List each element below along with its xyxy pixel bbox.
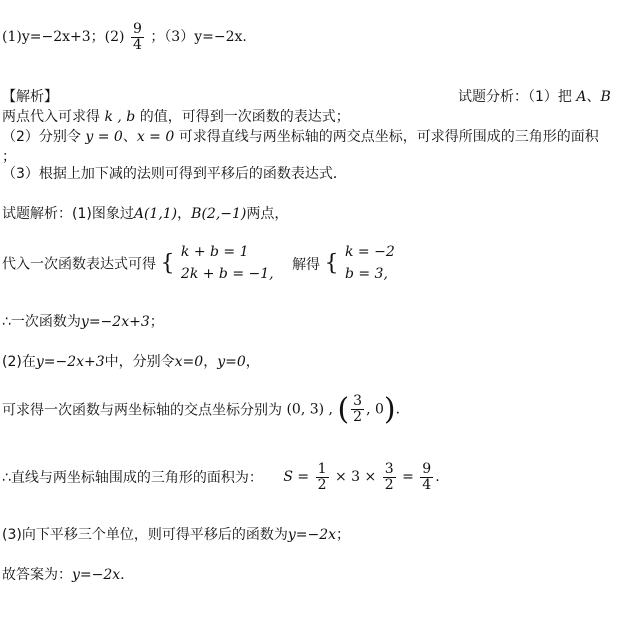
fraction-numerator: 9 xyxy=(132,21,142,37)
step4-x0: x=0 xyxy=(174,354,204,370)
answer-line xyxy=(2,22,247,52)
step4-y0: y=0 xyxy=(217,354,246,370)
intercept-fraction xyxy=(351,394,364,424)
analysis-kb: k , b xyxy=(104,109,136,125)
paren-right: ) xyxy=(383,392,396,427)
solution-step5 xyxy=(2,392,400,427)
intercept-numerator: 3 xyxy=(353,393,363,410)
paren-left: ( xyxy=(337,392,350,427)
step1-post: 两点， xyxy=(246,206,289,222)
analysis-line2-continuation: ； xyxy=(2,149,16,165)
area-equals: = xyxy=(402,469,414,486)
analysis-x0: x = 0 xyxy=(136,129,175,145)
system-brace-right: { xyxy=(324,251,339,277)
step4-function: y=−2x+3 xyxy=(35,354,105,370)
point-separator: 、 xyxy=(586,89,601,105)
step3-pre: ∴一次函数为 xyxy=(2,314,81,330)
area-denominator-1: 2 xyxy=(317,476,327,493)
solution-b: b = 3, xyxy=(344,265,388,282)
step7-end: ； xyxy=(336,527,351,543)
analysis-line2-pre: （2）分别令 xyxy=(2,129,81,145)
solution-step1 xyxy=(2,203,288,223)
equation-2: 2k + b = −1, xyxy=(180,265,274,282)
step3-function: y=−2x+3 xyxy=(80,314,150,330)
area-result-numerator: 9 xyxy=(422,461,432,477)
step3-end: ； xyxy=(149,314,164,330)
area-fraction-1 xyxy=(316,462,329,492)
analysis-line2 xyxy=(2,126,599,146)
area-symbol: S = xyxy=(283,469,310,486)
fraction-denominator: 4 xyxy=(132,36,142,53)
solution-step6 xyxy=(2,462,440,492)
step2-mid: 解得 xyxy=(292,256,321,273)
answer-part1: (1)y=−2x+3；(2) xyxy=(2,29,125,46)
step7-pre: (3)向下平移三个单位，则可得平移后的函数为 xyxy=(2,527,288,543)
step1-pre: 试题解析：(1)图象过 xyxy=(2,206,134,222)
intercept-point-1: (0, 3) , xyxy=(286,401,333,418)
point-a-label: A xyxy=(576,89,587,105)
solution-step7 xyxy=(2,524,350,544)
step4-pre: (2)在 xyxy=(2,354,36,370)
solution-system xyxy=(345,242,395,285)
step4-mid: 中，分别令 xyxy=(104,354,175,370)
area-numerator-1: 1 xyxy=(317,461,327,477)
analysis-line1-post: 的值，可得到一次函数的表达式； xyxy=(139,109,350,125)
step1-point-b: B(2,−1) xyxy=(191,206,247,222)
analysis-y0: y = 0 xyxy=(85,129,123,145)
answer-fraction xyxy=(131,22,144,52)
analysis-intro-right xyxy=(458,86,611,106)
solution-step4 xyxy=(2,351,260,371)
equation-system xyxy=(181,242,274,285)
step4-end: ， xyxy=(245,354,260,370)
step5-end: . xyxy=(395,401,401,418)
area-multiply: × 3 × xyxy=(334,469,377,486)
solution-step3 xyxy=(2,311,164,331)
area-result-fraction xyxy=(420,462,433,492)
step4-sep: ， xyxy=(203,354,218,370)
analysis-line1-pre: 两点代入可求得 xyxy=(2,109,100,125)
step6-pre: ∴直线与两坐标轴围成的三角形的面积为： xyxy=(2,470,263,487)
analysis-line2-post: 可求得直线与两坐标轴的两交点坐标，可求得所围成的三角形的面积 xyxy=(178,129,599,145)
system-brace-left: { xyxy=(160,251,175,277)
intercept-denominator: 2 xyxy=(353,409,363,425)
step5-pre: 可求得一次函数与两坐标轴的交点坐标分别为 xyxy=(2,402,282,419)
solution-step2 xyxy=(2,242,395,285)
intercept-tail: , 0 xyxy=(366,401,384,418)
area-end: . xyxy=(435,469,440,486)
analysis-heading: 【解析】 xyxy=(2,89,58,105)
area-result-denominator: 4 xyxy=(422,476,432,493)
final-answer xyxy=(2,564,125,584)
analysis-comma: 、 xyxy=(122,129,137,145)
solution-k: k = −2 xyxy=(344,244,395,260)
analysis-line3: （3）根据上加下减的法则可得到平移后的函数表达式． xyxy=(2,166,347,182)
answer-part2: ；（3）y=−2x. xyxy=(150,29,247,46)
analysis-line1 xyxy=(2,106,350,126)
step1-separator: ， xyxy=(177,206,192,222)
step2-pre: 代入一次函数表达式可得 xyxy=(2,256,156,273)
final-answer-function: y=−2x. xyxy=(72,567,125,583)
final-answer-pre: 故答案为： xyxy=(2,567,72,583)
point-b-label: B xyxy=(600,89,611,105)
area-numerator-2: 3 xyxy=(384,461,394,477)
equation-1: k + b = 1 xyxy=(180,244,249,260)
step7-function: y=−2x xyxy=(287,527,337,543)
step1-point-a: A(1,1) xyxy=(133,206,178,222)
area-denominator-2: 2 xyxy=(384,476,394,493)
analysis-intro-text: 试题分析：（1）把 xyxy=(458,89,572,105)
area-fraction-2 xyxy=(383,462,396,492)
